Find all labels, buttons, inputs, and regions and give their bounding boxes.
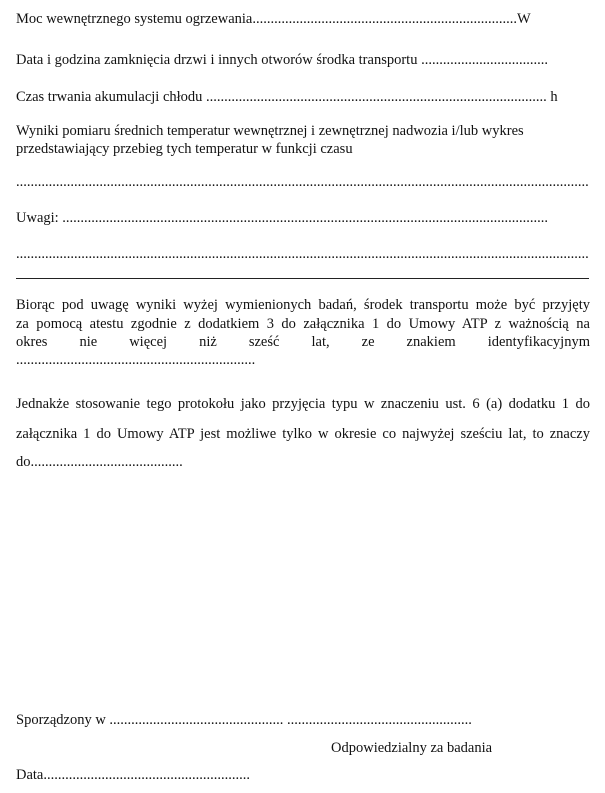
conclusion-line2: za pomocą atestu zgodnie z dodatkiem 3 do załącznika 1 do Umowy ATP z ważnością na: [16, 316, 590, 332]
prepared-by-field: Sporządzony w ................................................ ...................................................: [16, 712, 472, 728]
results-text-line1: Wyniki pomiaru średnich temperatur wewnętrznej i zewnętrznej nadwozia i/lub wykres: [16, 123, 524, 139]
results-text-line2: przedstawiający przebieg tych temperatur w funkcji czasu: [16, 141, 353, 157]
note-line1: Jednakże stosowanie tego protokołu jako przyjęcia typu w znaczeniu ust. 6 (a) dodatku 1 do: [16, 396, 590, 412]
accumulation-time-field: Czas trwania akumulacji chłodu .............................................................................................. h: [16, 89, 558, 105]
section-divider: [16, 278, 589, 279]
responsible-label: Odpowiedzialny za badania: [331, 740, 493, 756]
date-field: Data.........................................................: [16, 767, 250, 783]
note-line2: załącznika 1 do Umowy ATP jest możliwe tylko w okresie co najwyżej sześciu lat, to znaczy: [16, 426, 590, 442]
results-dotted-line: ..............................................................................................................................................................: [16, 174, 589, 190]
identification-mark-field: ..................................................................: [16, 352, 256, 368]
conclusion-line3: okres nie więcej niż sześć lat, ze znakiem identyfikacyjnym: [16, 334, 590, 350]
note-line3: do..........................................: [16, 454, 183, 470]
closing-datetime-field: Data i godzina zamknięcia drzwi i innych otworów środka transportu ...................................: [16, 52, 548, 68]
remarks-dotted-line: ..............................................................................................................................................................: [16, 246, 589, 262]
heating-power-field: Moc wewnętrznego systemu ogrzewania.........................................................................W: [16, 11, 531, 27]
remarks-field: Uwagi: ......................................................................................................................................: [16, 210, 549, 226]
conclusion-line1: Biorąc pod uwagę wyniki wyżej wymienionych badań, środek transportu może być przyjęty: [16, 297, 590, 313]
